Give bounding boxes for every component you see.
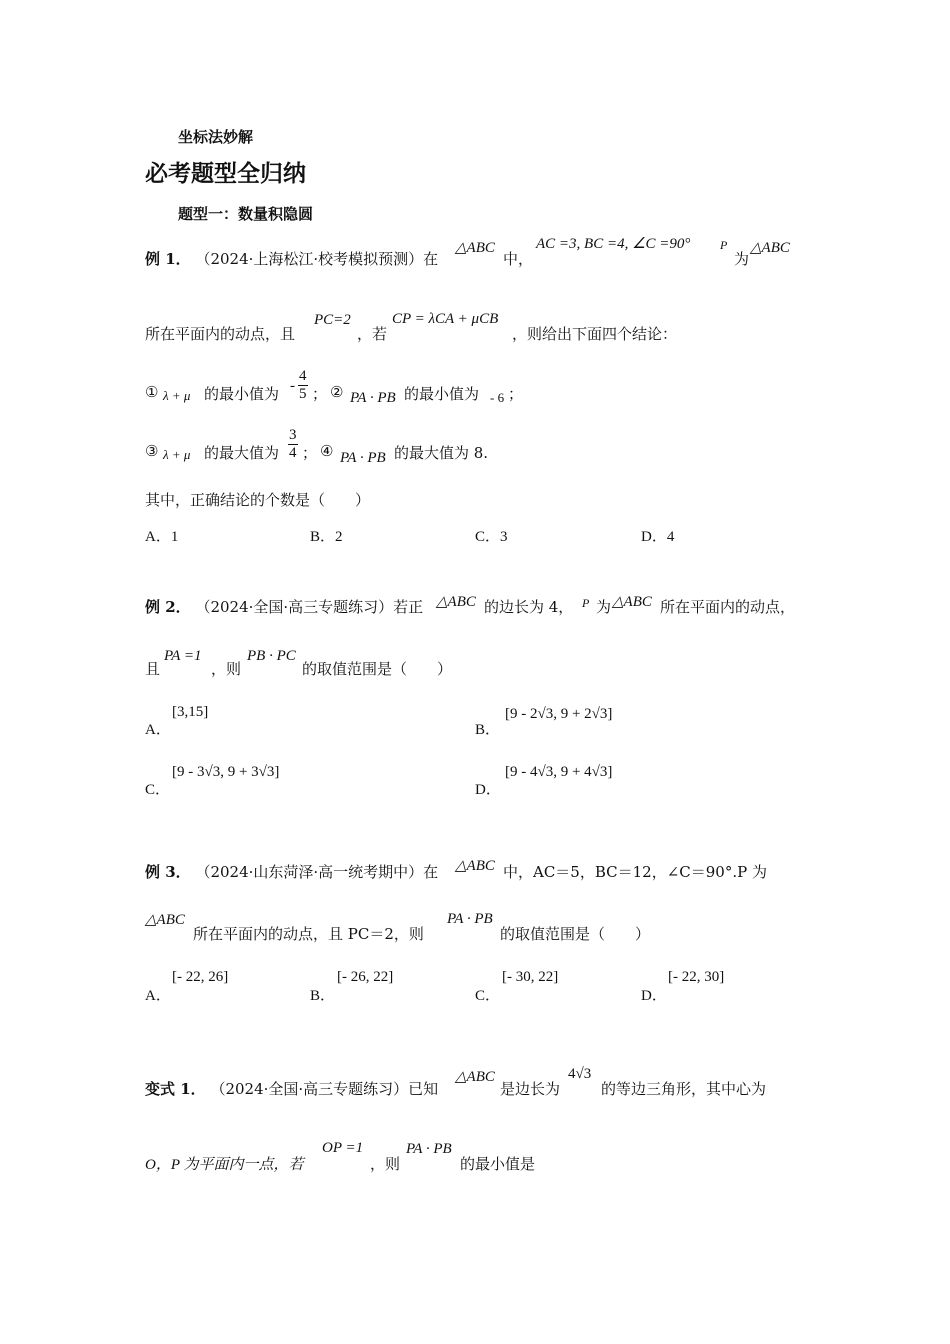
ex2-ze: ，则: [211, 660, 242, 678]
ex2-option-a-label: A．: [145, 722, 171, 738]
section-heading: 题型一：数量积隐圆: [178, 205, 314, 223]
var1-min: 的最小值是: [460, 1155, 536, 1173]
ex2-option-b-label: B．: [475, 722, 501, 738]
ex1-c1-den: 5: [299, 386, 307, 402]
ex1-wei: 为: [734, 250, 750, 268]
ex1-pc: PC=2: [314, 312, 351, 328]
var1-ze: ，则: [370, 1155, 401, 1173]
ex1-c1-text: 的最小值为: [204, 385, 280, 403]
ex1-c4-text: 的最大值为 8.: [394, 444, 489, 462]
ex2-option-a: [3,15]: [172, 704, 209, 720]
ex3-range: 的取值范围是（ ）: [500, 925, 651, 943]
ex1-c4-mark: ④: [320, 442, 334, 460]
ex1-question: 其中，正确结论的个数是（ ）: [145, 491, 371, 509]
ex2-rest: 所在平面内的动点，: [660, 598, 796, 616]
ex1-c1-neg: -: [290, 378, 295, 394]
ex3-line1: [145, 861, 438, 882]
ex3-option-c-label: C．: [475, 988, 501, 1004]
ex3-option-a-label: A．: [145, 988, 171, 1004]
ex1-option-b: B．2: [310, 529, 343, 545]
ex3-option-a: [- 22, 26]: [172, 969, 229, 985]
ex2-option-c: [9 - 3√3, 9 + 3√3]: [172, 764, 280, 780]
ex1-c1-num: 4: [299, 368, 307, 384]
ex2-option-d-label: D．: [475, 782, 501, 798]
ex2-range: 的取值范围是（ ）: [302, 660, 453, 678]
subtitle: 坐标法妙解: [178, 128, 254, 146]
ex1-c2-papb: PA · PB: [350, 390, 396, 406]
ex1-vector-eq: CP = λCA + μCB: [392, 311, 499, 327]
ex1-option-c: C．3: [475, 529, 508, 545]
ex1-ruo: ，若: [357, 325, 388, 343]
ex1-c2-text: 的最小值为: [404, 385, 480, 403]
var1-triangle: △ABC: [455, 1069, 495, 1085]
ex1-c3-fraction: [288, 427, 298, 462]
ex3-option-c: [- 30, 22]: [502, 969, 559, 985]
ex2-option-d: [9 - 4√3, 9 + 4√3]: [505, 764, 613, 780]
ex1-triangle-2: △ABC: [750, 240, 790, 256]
var1-length: 4√3: [568, 1066, 592, 1082]
ex2-side: 的边长为 4，: [484, 598, 574, 616]
var1-source: （2024·全国·高三专题练习）已知: [210, 1080, 439, 1098]
ex2-triangle: △ABC: [436, 594, 476, 610]
ex1-source: （2024·上海松江·校考模拟预测）在: [195, 250, 439, 268]
ex1-c1-lm: λ + μ: [163, 388, 191, 403]
ex2-qie: 且: [145, 660, 161, 678]
ex1-line1: [145, 248, 438, 269]
ex1-p: P: [720, 238, 728, 252]
ex1-c2-value: - 6: [490, 390, 505, 405]
ex1-c3-semi: ；: [302, 444, 318, 462]
ex2-pa: PA =1: [164, 648, 202, 664]
ex3-triangle-2: △ABC: [145, 912, 185, 928]
ex1-option-a: A．1: [145, 529, 179, 545]
var1-op: OP =1: [322, 1140, 364, 1156]
var1-papb: PA · PB: [406, 1141, 452, 1157]
ex2-source: （2024·全国·高三专题练习）若正: [195, 598, 424, 616]
ex1-c3-text: 的最大值为: [204, 444, 280, 462]
ex2-triangle-2: △ABC: [612, 594, 652, 610]
ex1-c1-mark: ①: [145, 383, 159, 401]
ex1-line2b: ，则给出下面四个结论：: [512, 325, 678, 343]
ex1-conditions: AC =3, BC =4, ∠C =90°: [536, 236, 691, 252]
ex1-label: 例 1．: [145, 250, 191, 268]
ex1-zhong: 中，: [503, 250, 534, 268]
ex2-wei: 为: [596, 598, 612, 616]
ex1-c2-mark: ②: [330, 383, 344, 401]
ex1-c1-fraction: [298, 368, 308, 403]
ex1-c3-num: 3: [289, 427, 297, 443]
ex1-option-d: D．4: [641, 529, 675, 545]
ex2-p: P: [582, 596, 590, 610]
ex3-option-b-label: B．: [310, 988, 336, 1004]
page-title: 必考题型全归纳: [145, 160, 306, 187]
ex1-c3-den: 4: [289, 445, 297, 461]
ex1-c3-mark: ③: [145, 442, 159, 460]
ex3-option-d: [- 22, 30]: [668, 969, 725, 985]
ex1-c3-lm: λ + μ: [163, 447, 191, 462]
ex3-papb: PA · PB: [447, 911, 493, 927]
ex3-conditions: 中，AC＝5，BC＝12，∠C＝90°.P 为: [503, 863, 767, 881]
ex3-option-b: [- 26, 22]: [337, 969, 394, 985]
ex2-line1: [145, 596, 423, 617]
ex1-line2a: 所在平面内的动点，且: [145, 325, 296, 343]
ex3-triangle: △ABC: [455, 858, 495, 874]
ex1-c1-semi: ；: [312, 385, 328, 403]
ex1-c4-papb: PA · PB: [340, 450, 386, 466]
ex2-label: 例 2．: [145, 598, 191, 616]
var1-line2a: O，P 为平面内一点，若: [145, 1157, 304, 1173]
ex2-pbpc: PB · PC: [247, 648, 296, 664]
ex3-label: 例 3．: [145, 863, 191, 881]
ex3-source: （2024·山东菏泽·高一统考期中）在: [195, 863, 439, 881]
ex3-option-d-label: D．: [641, 988, 667, 1004]
var1-label: 变式 1．: [145, 1080, 206, 1098]
var1-rest: 的等边三角形，其中心为: [601, 1080, 767, 1098]
var1-line1: [145, 1078, 438, 1099]
var1-side: 是边长为: [500, 1080, 561, 1098]
ex1-triangle: △ABC: [455, 240, 495, 256]
ex1-c2-end: ；: [508, 385, 524, 403]
ex3-line2: 所在平面内的动点，且 PC＝2，则: [193, 925, 424, 943]
ex2-option-b: [9 - 2√3, 9 + 2√3]: [505, 706, 613, 722]
ex2-option-c-label: C．: [145, 782, 171, 798]
